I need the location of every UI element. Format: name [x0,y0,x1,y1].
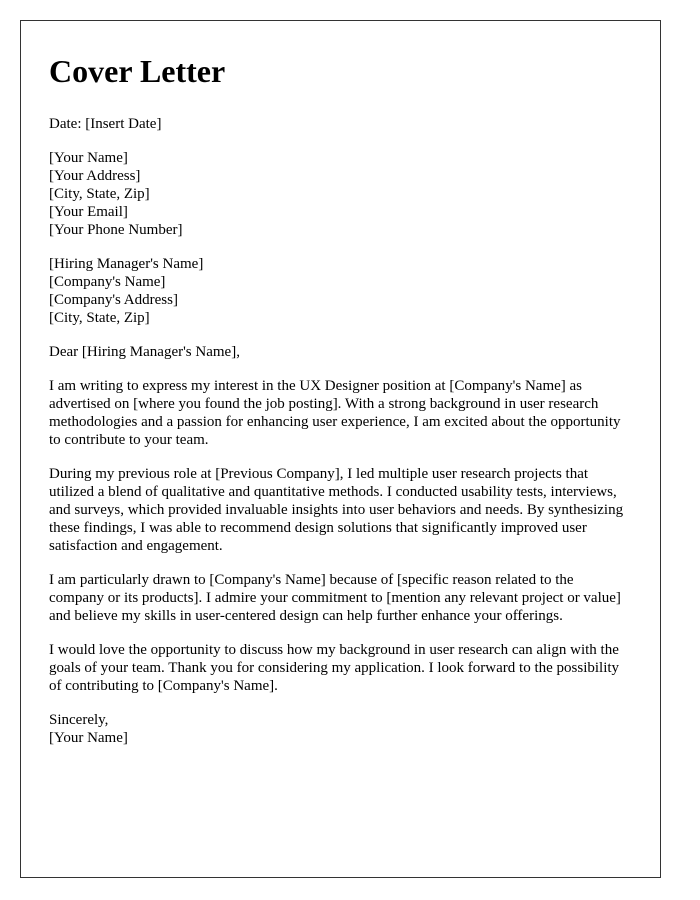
recipient-name: [Hiring Manager's Name] [49,256,204,272]
sender-address-block [49,149,632,239]
sender-name: [Your Name] [49,150,128,166]
body-paragraph-closing: I would love the opportunity to discuss how my background in user research can align with the goals of your team. Thank you for considering my application. I look forward to the possibility of contributing to [Company's Name]. [49,642,620,694]
sender-phone: [Your Phone Number] [49,222,183,238]
date-line: Date: [Insert Date] [49,116,162,132]
signoff-block [49,711,632,747]
recipient-address-block [49,255,632,327]
closing: Sincerely, [49,712,109,728]
page-title: Cover Letter [49,53,226,89]
body-paragraph-motivation: I am particularly drawn to [Company's Name] because of [specific reason related to the company or its products]. I admire your commitment to [mention any relevant project or value] and believe my skills in user-centered design can help further enhance your offerings. [49,572,621,624]
body-paragraph-intro: I am writing to express my interest in the UX Designer position at [Company's Name] as advertised on [where you found the job posting]. With a strong background in user research methodologies and a passion for enhancing user experience, I am excited about the opportunity to contribute to your team. [49,378,621,448]
recipient-city-state-zip: [City, State, Zip] [49,310,150,326]
salutation: Dear [Hiring Manager's Name], [49,344,240,360]
sender-city-state-zip: [City, State, Zip] [49,186,150,202]
letter-page [20,20,661,878]
signature-name: [Your Name] [49,730,128,746]
body-paragraph-experience: During my previous role at [Previous Company], I led multiple user research projects that utilized a blend of qualitative and quantitative methods. I conducted usability tests, interviews, and surveys, which provided invaluable insights into user behaviors and needs. By synthesizing these findings, I was able to recommend design solutions that significantly improved user satisfaction and engagement. [49,466,624,554]
recipient-company: [Company's Name] [49,274,166,290]
sender-email: [Your Email] [49,204,128,220]
recipient-address: [Company's Address] [49,292,178,308]
sender-address: [Your Address] [49,168,141,184]
